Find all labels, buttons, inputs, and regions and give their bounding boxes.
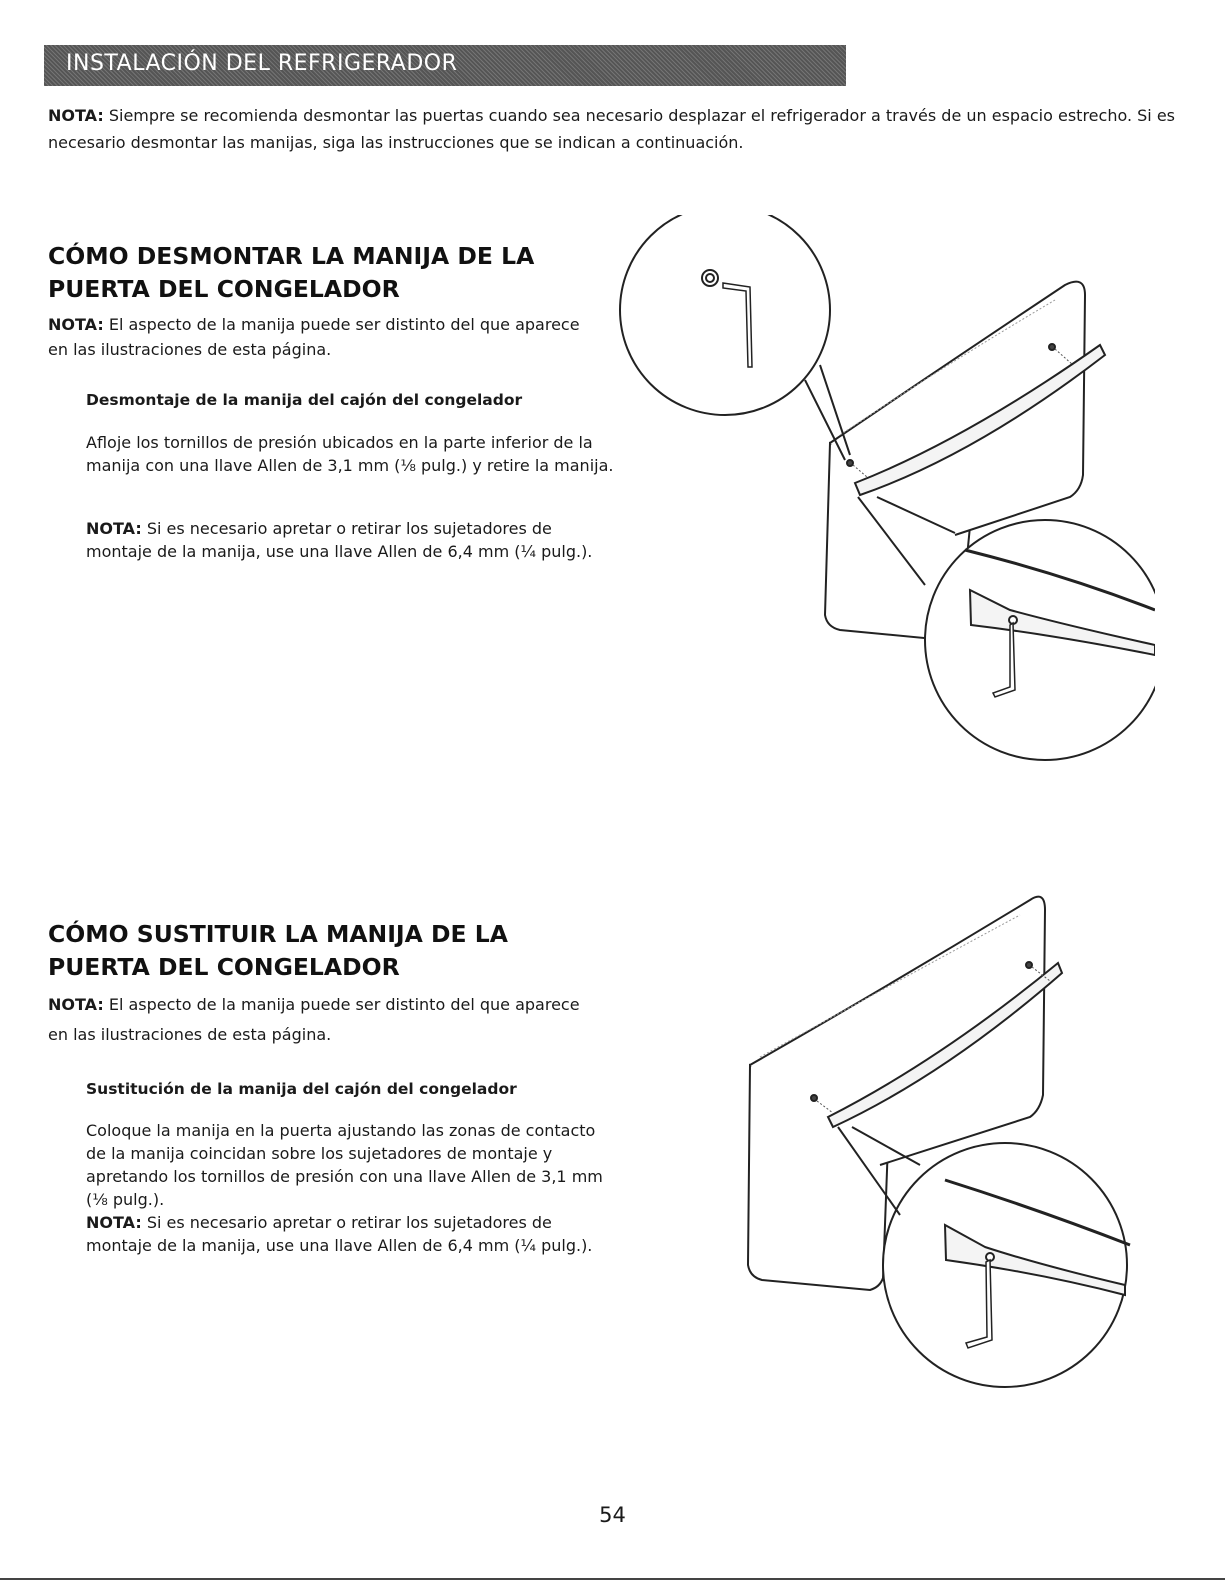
section1-note — [48, 312, 593, 362]
section2-note — [48, 990, 593, 1050]
section2-subtitle: Sustitución de la manija del cajón del congelador — [86, 1080, 517, 1098]
illustration-replace-handle — [740, 885, 1160, 1415]
screw-right — [1026, 962, 1032, 968]
section1-note2 — [86, 517, 616, 563]
screw-left — [811, 1095, 817, 1101]
section2-body: Coloque la manija en la puerta ajustando las zonas de contacto de la manija coincidan sobre los sujetadores de montaje y apretando los tornillos de presión con una llave Allen de 3,1 mm (⅛ pulg.). — [86, 1121, 603, 1209]
section2-title — [48, 918, 608, 984]
header-title: INSTALACIÓN DEL REFRIGERADOR — [66, 51, 458, 76]
section1-title-line2: PUERTA DEL CONGELADOR — [48, 275, 400, 303]
page-number: 54 — [599, 1503, 626, 1527]
screw-left — [847, 460, 853, 466]
magnifier-top — [620, 215, 830, 415]
intro-note-text: Siempre se recomienda desmontar las puertas cuando sea necesario desplazar el refrigerador a través de un espacio estrecho. Si es necesario desmontar las manijas, siga las instrucciones que se indican a continuación. — [48, 106, 1175, 152]
section2-note2 — [86, 1211, 616, 1257]
section2-note-label: NOTA: — [48, 995, 104, 1014]
section1-body: Afloje los tornillos de presión ubicados en la parte inferior de la manija con una llave Allen de 3,1 mm (⅛ pulg.) y retire la manija. — [86, 433, 614, 475]
section1-title — [48, 240, 608, 306]
section1-subtitle: Desmontaje de la manija del cajón del congelador — [86, 391, 523, 409]
intro-note-label: NOTA: — [48, 106, 104, 125]
header-bar — [44, 45, 846, 86]
section1-note2-label: NOTA: — [86, 519, 142, 538]
screw-right — [1049, 344, 1055, 350]
section2-note2-text: Si es necesario apretar o retirar los sujetadores de montaje de la manija, use una llave Allen de 6,4 mm (¼ pulg.). — [86, 1213, 593, 1255]
section2-note-text: El aspecto de la manija puede ser distinto del que aparece en las ilustraciones de esta página. — [48, 995, 580, 1044]
section1-note2-text: Si es necesario apretar o retirar los sujetadores de montaje de la manija, use una llave Allen de 6,4 mm (¼ pulg.). — [86, 519, 593, 561]
section1-title-line1: CÓMO DESMONTAR LA MANIJA DE LA — [48, 242, 535, 270]
bottom-rule — [0, 1578, 1225, 1580]
section1-note-text: El aspecto de la manija puede ser distinto del que aparece en las ilustraciones de esta página. — [48, 315, 580, 359]
illustration-remove-handle — [615, 215, 1155, 795]
intro-note — [48, 102, 1178, 156]
section2-title-line1: CÓMO SUSTITUIR LA MANIJA DE LA — [48, 920, 508, 948]
section1-note-label: NOTA: — [48, 315, 104, 334]
section2-title-line2: PUERTA DEL CONGELADOR — [48, 953, 400, 981]
section2-note2-label: NOTA: — [86, 1213, 142, 1232]
